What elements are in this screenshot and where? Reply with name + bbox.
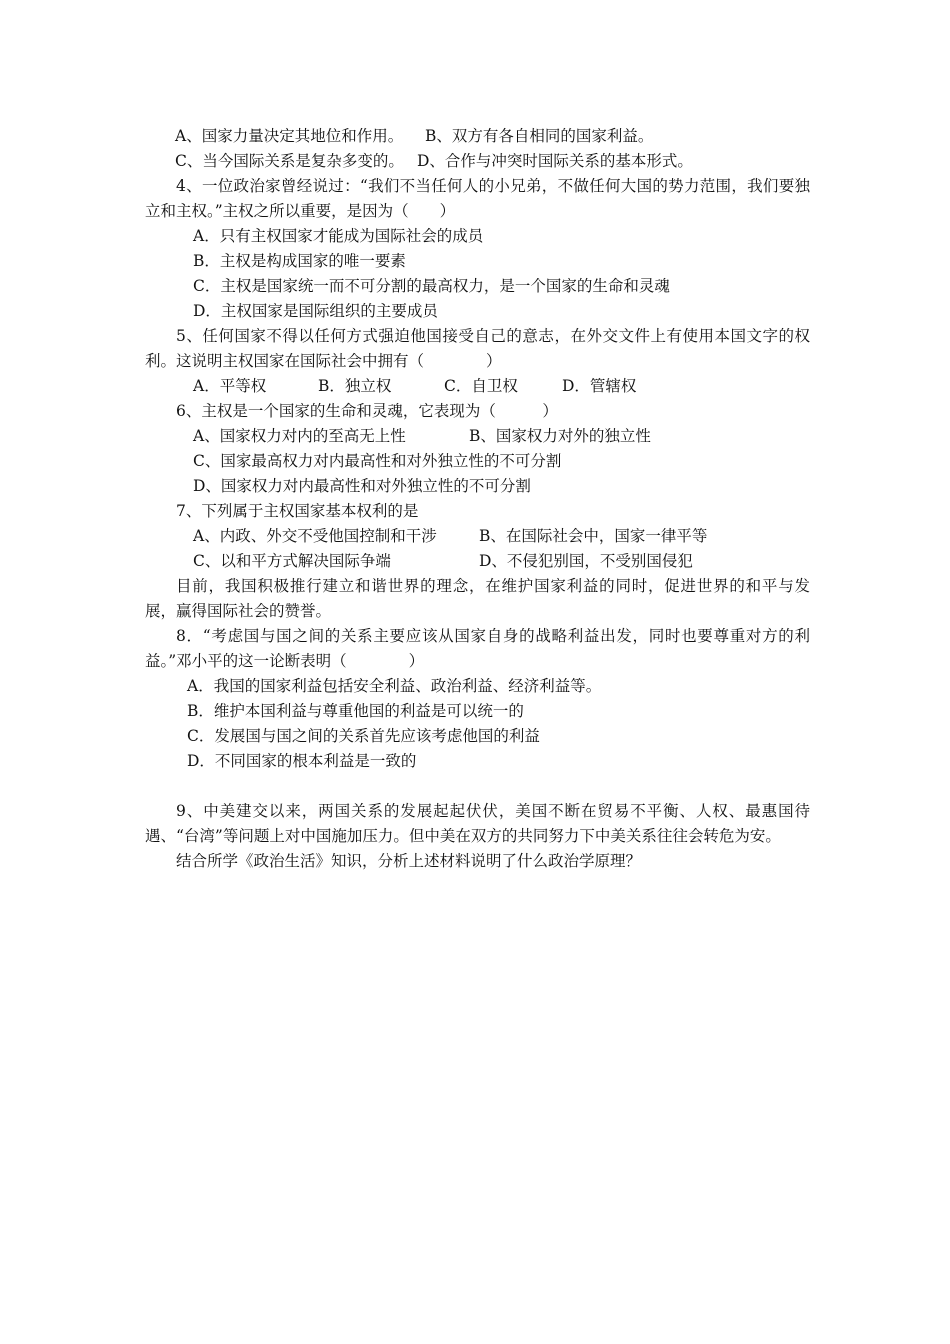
q3-option-c: C、当今国际关系是复杂多变的。 [175,152,404,170]
q4-option-d: D．主权国家是国际组织的主要成员 [193,302,438,320]
q5-stem: 5、任何国家不得以任何方式强迫他国接受自己的意志，在外交文件上有使用本国文字的权利。这说明主权国家在国际社会中拥有（ ） [145,327,810,370]
q8-option-a: A．我国的国家利益包括安全利益、政治利益、经济利益等。 [187,677,602,695]
q8-option-b: B．维护本国利益与尊重他国的利益是可以统一的 [187,702,524,720]
q7-option-c: C、以和平方式解决国际争端 [193,552,391,570]
q7-option-d: D、不侵犯别国，不受别国侵犯 [479,552,693,570]
q6-option-d: D、国家权力对内最高性和对外独立性的不可分割 [193,477,531,495]
spacer [145,774,810,799]
q8-option-c: C．发展国与国之间的关系首先应该考虑他国的利益 [187,727,540,745]
q7-stem: 7、下列属于主权国家基本权利的是 [176,502,419,520]
q8-stem: 8．“考虑国与国之间的关系主要应该从国家自身的战略利益出发，同时也要尊重对方的利益。”邓小平的这一论断表明（ ） [145,627,810,670]
q5-option-b: B．独立权 [318,377,392,395]
q7-options-row-2 [145,549,810,574]
q3-options-row-2 [145,149,810,174]
q7-options-row-1 [145,524,810,549]
q4-option-c: C．主权是国家统一而不可分割的最高权力，是一个国家的生命和灵魂 [193,277,670,295]
q7-option-a: A、内政、外交不受他国控制和干涉 [193,527,437,545]
document-page [145,124,810,874]
q3-option-b: B、双方有各自相同的国家利益。 [425,127,654,145]
material-intro: 目前，我国积极推行建立和谐世界的理念，在维护国家利益的同时，促进世界的和平与发展，赢得国际社会的赞誉。 [145,577,810,620]
q6-option-b: B、国家权力对外的独立性 [469,427,651,445]
q5-option-d: D．管辖权 [562,377,637,395]
q5-options-row [145,374,810,399]
q7-option-b: B、在国际社会中，国家一律平等 [479,527,708,545]
q4-option-b: B．主权是构成国家的唯一要素 [193,252,406,270]
q6-option-c: C、国家最高权力对内最高性和对外独立性的不可分割 [193,452,562,470]
q6-option-a: A、国家权力对内的至高无上性 [193,427,406,445]
q8-option-d: D．不同国家的根本利益是一致的 [187,752,417,770]
q3-option-d: D、合作与冲突时国际关系的基本形式。 [417,152,693,170]
q6-stem: 6、主权是一个国家的生命和灵魂，它表现为（ ） [176,402,558,420]
q4-stem: 4、一位政治家曾经说过：“我们不当任何人的小兄弟，不做任何大国的势力范围，我们要独立和主权。”主权之所以重要，是因为（ ） [145,177,810,220]
q3-option-a: A、国家力量决定其地位和作用。 [175,127,404,145]
q4-option-a: A．只有主权国家才能成为国际社会的成员 [193,227,484,245]
q5-option-a: A．平等权 [193,377,267,395]
q9-material: 9、中美建交以来，两国关系的发展起起伏伏，美国不断在贸易不平衡、人权、最惠国待遇、“台湾”等问题上对中国施加压力。但中美在双方的共同努力下中美关系往往会转危为安。 [145,802,810,845]
q5-option-c: C．自卫权 [444,377,518,395]
q6-options-row-1 [145,424,810,449]
q3-options-row-1 [145,124,810,149]
q9-question: 结合所学《政治生活》知识，分析上述材料说明了什么政治学原理？ [176,852,642,870]
